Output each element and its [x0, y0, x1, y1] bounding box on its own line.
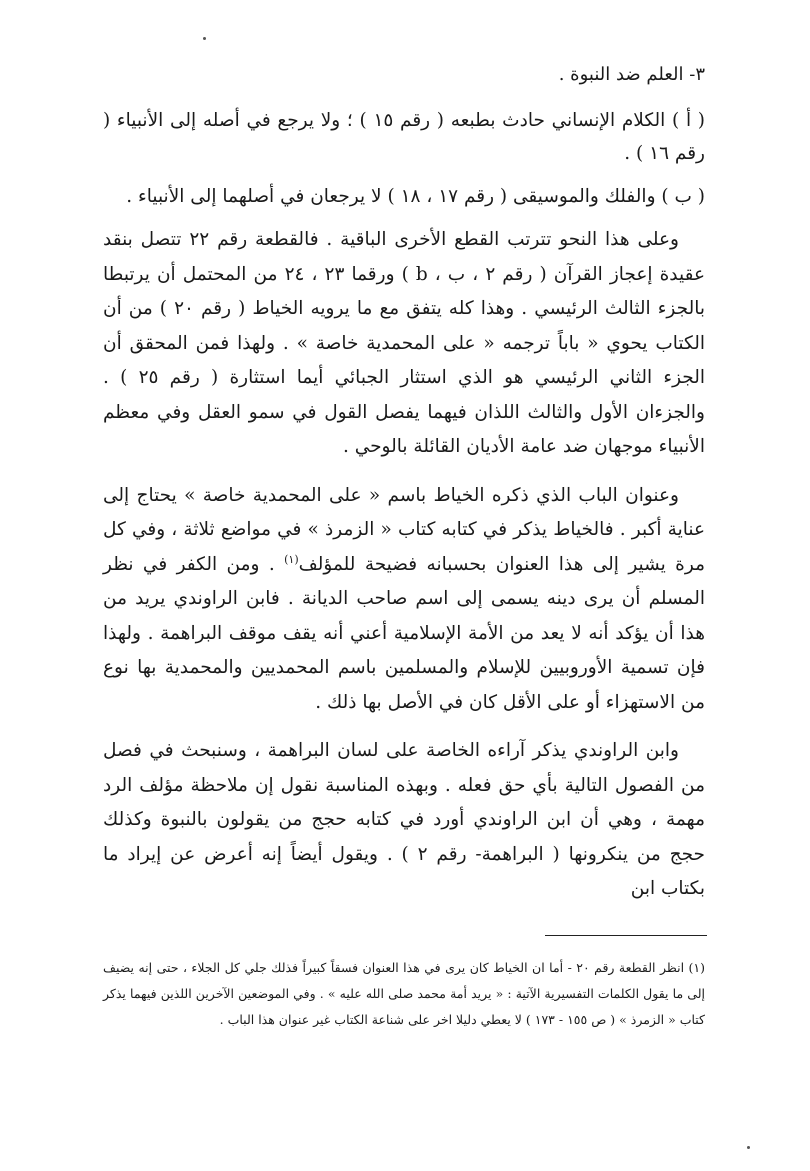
- footnote: (١) انظر القطعة رقم ٢٠ - أما ان الخياط كان يرى في هذا العنوان فسقاً كبيراً فذلك جلي كل الجلاء ، حتى إنه يضيف إلى ما يقول الكلمات التفسيرية الآتية : « يريد أمة محمد صلى الله عليه » . وفي الموضعين الآخرين اللذين فيهما يذكر كتاب « الزمرذ » ( ص ١٥٥ - ١٧٣ ) لا يعطي دليلا اخر على شناعة الكتاب غير عنوان هذا الباب .: [103, 960, 705, 1027]
- list-item-a: ( أ ) الكلام الإنساني حادث بطبعه ( رقم ١٥ ) ؛ ولا يرجع في أصله إلى الأنبياء ( رقم ١٦ ) .: [103, 110, 705, 164]
- paragraph-1: وعلى هذا النحو تترتب القطع الأخرى الباقية . فالقطعة رقم ٢٢ تتصل بنقد عقيدة إعجاز القرآن ( رقم ٢ ، ب ، b ) ورقما ٢٣ ، ٢٤ من المحتمل أن يرتبطا بالجزء الثالث الرئيسي . وهذا كله يتفق مع ما يرويه الخياط ( رقم ٢٠ ) من أن الكتاب يحوي « باباً ترجمه « على المحمدية خاصة » . ولهذا فمن المحقق أن الجزء الثاني الرئيسي هو الذي استثار الجبائي أيما استثارة ( رقم ٢٥ ) . والجزءان الأول والثالث اللذان فيهما يفصل القول في سمو العقل وفي معظم الأنبياء موجهان ضد عامة الأديان القائلة بالوحي .: [103, 229, 706, 457]
- paragraph-2: [103, 479, 705, 721]
- paragraph-2-text-a: وعنوان الباب الذي ذكره الخياط باسم « على المحمدية خاصة » يحتاج إلى عناية أكبر . فالخياط يذكر في كتابه كتاب « الزمرذ » في مواضع ثلاثة ، وفي كل مرة يشير إلى هذا العنوان بحسبانه فضيحة للمؤلف: [103, 484, 705, 575]
- scan-speck: [747, 1146, 750, 1149]
- list-item-b: ( ب ) والفلك والموسيقى ( رقم ١٧ ، ١٨ ) لا يرجعان في أصلهما إلى الأنبياء .: [126, 186, 705, 207]
- paragraph-3: وابن الراوندي يذكر آراءه الخاصة على لسان البراهمة ، وسنبحث في فصل من الفصول التالية بأي حق فعله . وبهذه المناسبة نقول إن ملاحظة مؤلف الرد مهمة ، وهي أن ابن الراوندي أورد في كتابه حجج من يقولون بالنبوة وكذلك حجج من ينكرونها ( البراهمة- رقم ٢ ) . ويقول أيضاً إنه أعرض عن إيراد ما بكتاب ابن: [103, 740, 705, 899]
- scan-speck: [203, 37, 206, 40]
- paragraph-2-text-b: . ومن الكفر في نظر المسلم أن يرى دينه يسمى إلى اسم صاحب الديانة . فابن الراوندي يريد من هذا أن يؤكد أنه لا يعد من الأمة الإسلامية أعني أنه يقف موقف البراهمة . ولهذا فإن تسمية الأوروبيين للإسلام والمسلمين باسم المحمديين والمحمدية بها نوع من الاستهزاء أو على الأقل كان في الأصل بها ذلك .: [103, 553, 705, 713]
- page-body: [103, 58, 705, 921]
- section-heading: ٣- العلم ضد النبوة .: [558, 64, 705, 85]
- footnote-divider: [545, 935, 707, 936]
- footnote-reference: (١): [284, 552, 299, 566]
